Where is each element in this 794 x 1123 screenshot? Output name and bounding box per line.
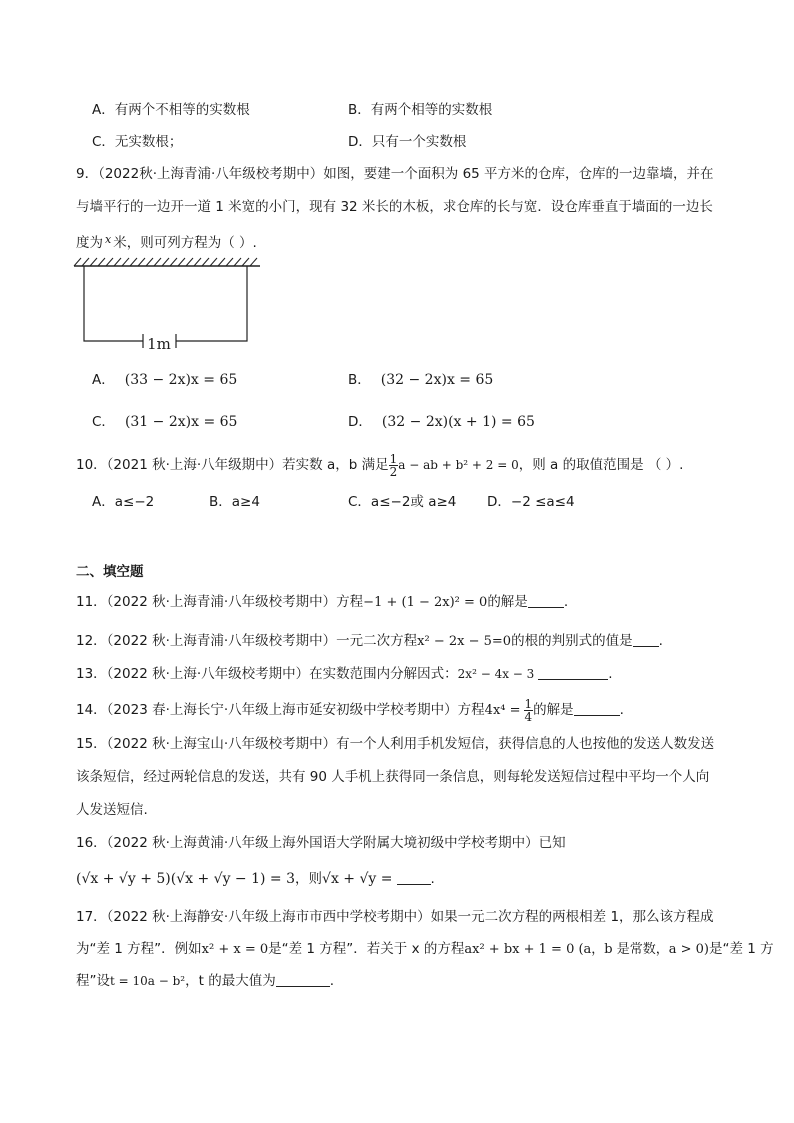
section-title: 二、填空题 (76, 564, 144, 580)
q9-line-3-post: 米，则可列方程为（ ）. (113, 235, 257, 251)
q8-option-d: D．只有一个实数根 (348, 134, 467, 150)
q12: 12．（2022 秋·上海青浦·八年级校考期中）一元二次方程x² − 2x − 5=0的根的判别式的值是 . (76, 633, 663, 649)
q12-equation: x² − 2x − 5=0 (417, 634, 512, 649)
q17-example-equation: x² + x = 0 (201, 942, 269, 957)
q9-line-3-pre: 度为 (76, 235, 103, 251)
q13-expression: 2x² − 4x − 3 (457, 667, 535, 681)
q10-option-b: B．a≥4 (209, 494, 260, 510)
q17-t-definition: t = 10a − b² (110, 974, 186, 988)
q11-answer-blank[interactable] (528, 593, 564, 608)
q14-fraction: $\frac{1}{4}$ (524, 696, 533, 724)
q10-suffix: ，则 a 的取值范围是 （ ）. (518, 457, 684, 473)
q17-answer-blank[interactable] (276, 972, 330, 987)
q16-expression: √x + √y = (322, 871, 393, 887)
wall-hatching (74, 258, 257, 266)
q9-option-a: A． (33 − 2x)x = 65 (92, 372, 238, 388)
q9-line-1: 9．（2022秋·上海青浦·八年级校考期中）如图，要建一个面积为 65 平方米的仓库，仓库的一边靠墙，并在 (76, 166, 714, 182)
q9-option-c: C． (31 − 2x)x = 65 (92, 414, 238, 430)
q10-equation: a − ab + b² + 2 = 0 (398, 458, 519, 472)
warehouse-right-side (176, 266, 247, 341)
q9-option-d: D． (32 − 2x)(x + 1) = 65 (348, 414, 535, 430)
q15-line-1: 15．（2022 秋·上海宝山·八年级校考期中）有一个人利用手机发短信，获得信息的人也按他的发送人数发送 (76, 736, 715, 752)
q10-prefix: 10．（2021 秋·上海·八年级期中）若实数 a，b 满足 (76, 457, 389, 473)
q16-equation: (√x + √y + 5)(√x + √y − 1) = 3 (76, 871, 296, 887)
q10-fraction: $\frac{1}{2}$ (389, 451, 398, 479)
warehouse-left-side (84, 266, 143, 341)
q17-line-2: 为“差 1 方程”．例如x² + x = 0是“差 1 方程”．若关于 x 的方程ax² + bx + 1 = 0 (a，b 是常数，a > 0)是“差 1 方 (76, 941, 774, 957)
q9-var-x: x (105, 233, 112, 246)
q13-answer-blank[interactable] (538, 665, 608, 680)
q15-line-2: 该条短信，经过两轮信息的发送，共有 90 人手机上获得同一条信息，则每轮发送短信过程中平均一个人向 (76, 769, 710, 785)
q16-line-2: (√x + √y + 5)(√x + √y − 1) = 3，则√x + √y = . (76, 871, 435, 887)
q17-line-1: 17．（2022 秋·上海静安·八年级上海市市西中学校考期中）如果一元二次方程的两根相差 1，那么该方程成 (76, 909, 714, 925)
q10-option-c: C．a≤−2或 a≥4 (348, 494, 457, 510)
q11: 11．（2022 秋·上海青浦·八年级校考期中）方程−1 + (1 − 2x)² = 0的解是 . (76, 594, 569, 610)
q10-option-d: D．−2 ≤a≤4 (487, 494, 575, 510)
q10-option-a: A．a≤−2 (92, 494, 155, 510)
q10-stem (76, 452, 683, 478)
q16-line-1: 16．（2022 秋·上海黄浦·八年级上海外国语大学附属大境初级中学校考期中）已知 (76, 835, 566, 851)
q9-option-b: B． (32 − 2x)x = 65 (348, 372, 494, 388)
q14: 14．（2023 春·上海长宁·八年级上海市延安初级中学校考期中）方程4x⁴ = $\frac{1}{4}$ 的解是 . (76, 696, 624, 724)
q11-equation: −1 + (1 − 2x)² = 0 (363, 595, 488, 610)
q8-option-a: A．有两个不相等的实数根 (92, 102, 250, 118)
q12-answer-blank[interactable] (633, 632, 659, 647)
q17-line-3: 程”设t = 10a − b²，t 的最大值为 . (76, 973, 334, 989)
q15-line-3: 人发送短信. (76, 802, 148, 818)
q8-option-c: C．无实数根； (92, 134, 183, 150)
q17-equation: ax² + bx + 1 = 0 (a，b 是常数，a > 0) (464, 942, 709, 957)
q8-option-b: B．有两个相等的实数根 (348, 102, 493, 118)
q13: 13．（2022 秋·上海·八年级校考期中）在实数范围内分解因式：2x² − 4x − 3 . (76, 666, 613, 682)
q14-lhs: 4x⁴ = (484, 703, 521, 718)
door-width-label: 1m (147, 335, 171, 353)
q9-line-3 (76, 230, 257, 253)
q9-warehouse-figure (70, 256, 265, 356)
q16-answer-blank[interactable] (397, 870, 431, 885)
q9-line-2: 与墙平行的一边开一道 1 米宽的小门，现有 32 米长的木板，求仓库的长与宽．设仓库垂直于墙面的一边长 (76, 199, 713, 215)
q14-answer-blank[interactable] (574, 701, 620, 716)
